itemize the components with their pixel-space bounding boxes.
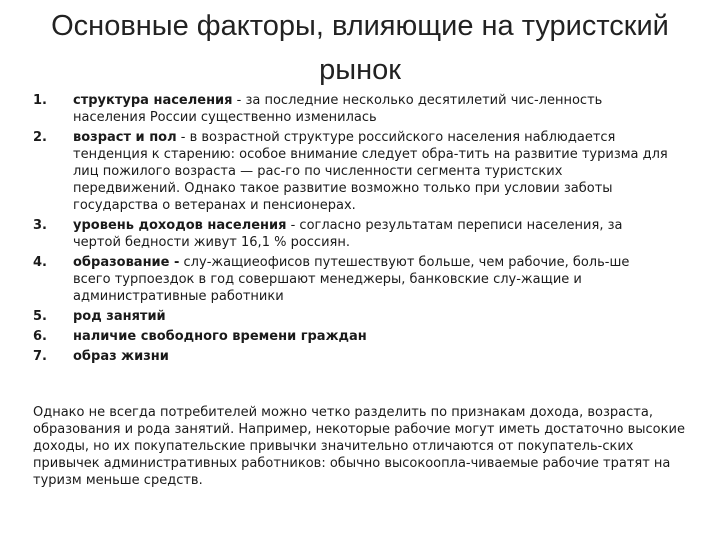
list-item (33, 308, 693, 325)
item-description: - за последние несколько десятилетий чис-ленность населения России существенно изменилась (73, 93, 603, 125)
item-term: уровень доходов населения (73, 218, 287, 233)
item-text (73, 129, 669, 214)
item-term: образ жизни (73, 349, 169, 364)
item-term: род занятий (73, 309, 166, 324)
item-number: 5. (33, 309, 47, 324)
item-text (73, 254, 669, 305)
list-item (33, 254, 693, 305)
item-text (73, 217, 669, 251)
item-number: 7. (33, 349, 47, 364)
item-number: 3. (33, 218, 47, 233)
factor-list (33, 92, 693, 368)
item-text (73, 328, 669, 345)
item-term: возраст и пол (73, 130, 177, 145)
item-text (73, 348, 669, 365)
item-number: 2. (33, 130, 47, 145)
list-item (33, 348, 693, 365)
slide-title: Основные факторы, влияющие на туристский рынок (51, 10, 669, 86)
list-item (33, 92, 693, 126)
item-term: образование - (73, 255, 180, 270)
list-item (33, 328, 693, 345)
closing-paragraph: Однако не всегда потребителей можно четко разделить по признакам дохода, возраста, образования и рода занятий. Например, некоторые рабочие могут иметь достаточно высокие доходы, но их покупательские привычки значительно отличаются от покупатель-ских привычек административных работников: обычно высокоопла-чиваемые рабочие тратят на туризм меньше средств. (33, 405, 685, 488)
item-description: - согласно результатам переписи населения, за чертой бедности живут 16,1 % россиян. (73, 218, 623, 250)
item-term: структура населения (73, 93, 233, 108)
item-number: 6. (33, 329, 47, 344)
item-number: 1. (33, 93, 47, 108)
item-description: - в возрастной структуре российского населения наблюдается тенденция к старению: особое внимание следует обра-тить на развитие туризма для лиц пожилого возраста — рас-го по численности сегмента туристских передвижений. Однако такое развитие возможно только при условии заботы государства о ветеранах и пенсионерах. (73, 130, 668, 213)
item-text (73, 92, 669, 126)
list-item (33, 217, 693, 251)
item-term: наличие свободного времени граждан (73, 329, 367, 344)
item-text (73, 308, 669, 325)
list-item (33, 129, 693, 214)
item-description: слу-жащиеофисов путешествуют больше, чем рабочие, боль-ше всего турпоездок в год совершают менеджеры, банковские слу-жащие и административные работники (73, 255, 630, 304)
item-number: 4. (33, 255, 47, 270)
